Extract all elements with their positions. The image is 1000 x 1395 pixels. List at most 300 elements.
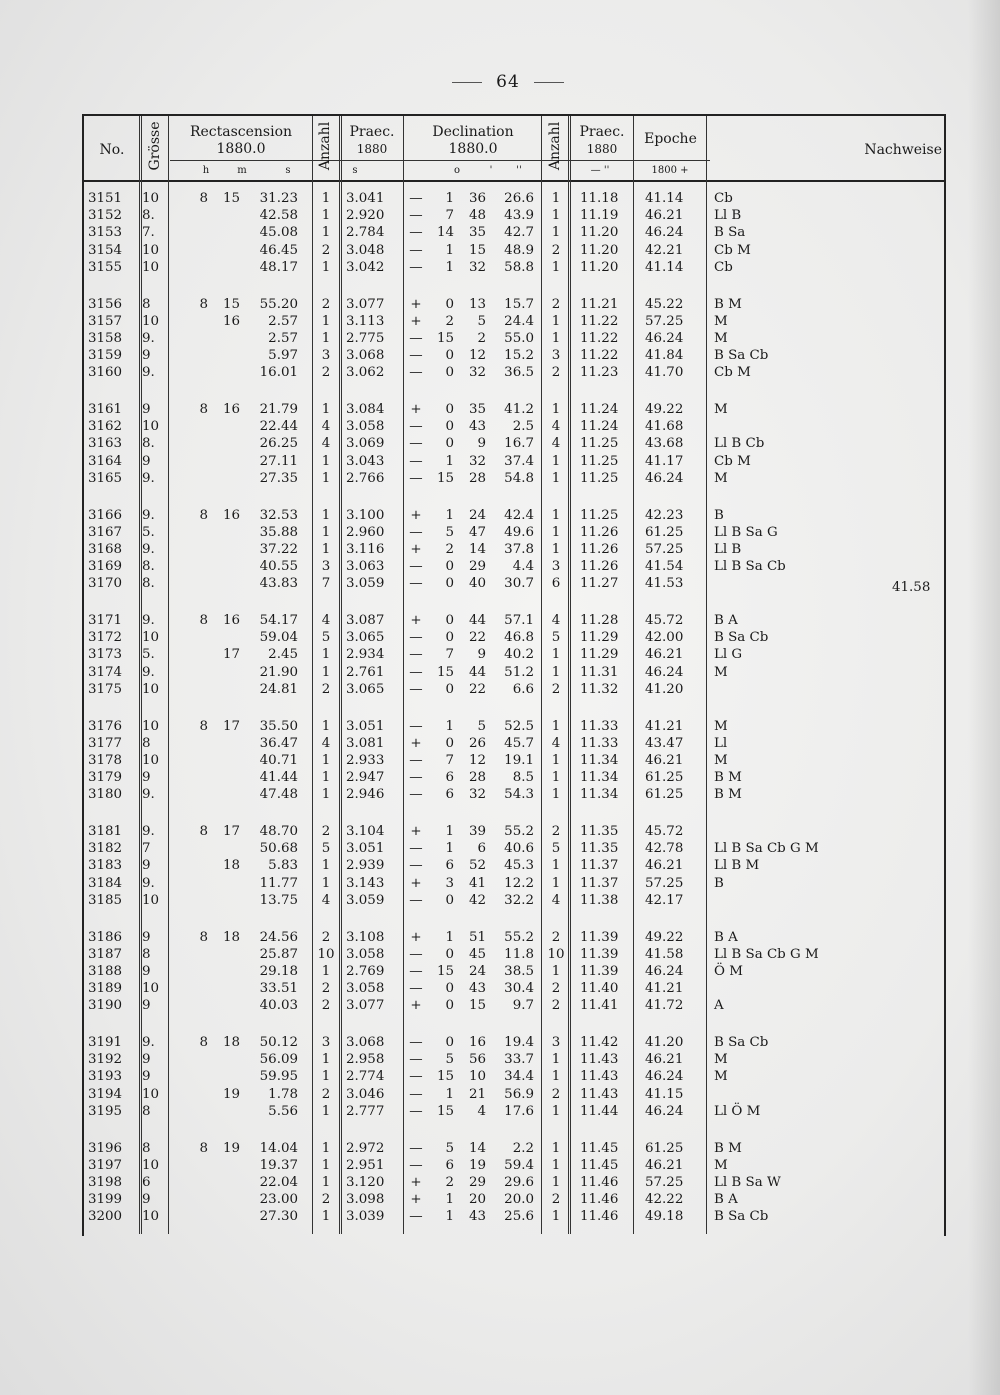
cell-groesse: 9 (142, 453, 151, 469)
cell-decl-sign: — (409, 664, 423, 680)
cell-epoche: 41.70 (645, 365, 684, 381)
cell-ra-s: 55.20 (259, 296, 298, 312)
cell-groesse: 9. (142, 365, 155, 381)
cell-praec: 3.041 (346, 191, 385, 206)
cell-decl-min: 12 (468, 752, 486, 768)
cell-decl-sec: 57.1 (504, 613, 534, 628)
cell-ra-h: 8 (199, 824, 208, 839)
cell-decl-sign: + (410, 998, 422, 1014)
cell-no: 3194 (88, 1086, 123, 1102)
cell-decl-deg: 0 (445, 576, 454, 592)
cell-no: 3184 (88, 875, 123, 891)
cell-nachweise: B M (714, 1140, 742, 1156)
cell-decl-sec: 54.8 (504, 470, 534, 486)
cell-anzahl2: 2 (551, 681, 561, 697)
cell-nachweise: B Sa (714, 225, 746, 241)
cell-decl-deg: 0 (445, 419, 454, 435)
cell-anzahl: 3 (321, 1035, 331, 1050)
cell-decl-deg: 2 (445, 541, 454, 557)
cell-epoche: 46.21 (645, 1157, 684, 1173)
cell-anzahl2: 5 (551, 630, 561, 646)
cell-epoche: 41.20 (645, 681, 684, 697)
cell-groesse: 10 (142, 259, 160, 275)
cell-decl-sec: 34.4 (504, 1069, 534, 1085)
cell-anzahl: 2 (321, 929, 331, 945)
cell-ra-s: 45.08 (259, 225, 298, 241)
cell-praec: 2.920 (346, 208, 385, 224)
cell-decl-sign: + (410, 313, 422, 329)
cell-decl-sec: 2.2 (512, 1140, 534, 1156)
cell-decl-min: 20 (468, 1192, 486, 1208)
cell-decl-deg: 15 (436, 664, 454, 680)
cell-decl-deg: 5 (445, 524, 454, 540)
cell-anzahl: 1 (321, 752, 331, 768)
cell-decl-deg: 1 (445, 507, 454, 523)
cell-praec2: 11.41 (580, 998, 619, 1014)
cell-decl-sec: 32.2 (504, 892, 534, 908)
cell-decl-deg: 0 (445, 1035, 454, 1050)
cell-praec: 3.062 (346, 365, 385, 381)
cell-anzahl2: 4 (551, 436, 561, 452)
header-nachweise-text: Nachweise (864, 142, 942, 158)
cell-decl-sign: + (410, 824, 422, 839)
cell-praec2: 11.33 (580, 718, 619, 734)
cell-epoche: 46.24 (645, 470, 684, 486)
cell-anzahl2: 1 (551, 787, 561, 803)
cell-ra-s: 56.09 (259, 1052, 298, 1068)
cell-no: 3153 (88, 225, 123, 241)
cell-epoche: 57.25 (645, 875, 684, 891)
cell-decl-sec: 9.7 (512, 998, 534, 1014)
cell-ra-s: 29.18 (259, 963, 298, 979)
cell-nachweise: B (714, 875, 724, 891)
cell-anzahl: 1 (321, 875, 331, 891)
cell-anzahl2: 1 (551, 718, 561, 734)
cell-epoche: 46.24 (645, 330, 684, 346)
cell-decl-deg: 6 (445, 787, 454, 803)
cell-epoche: 61.25 (645, 1140, 684, 1156)
header-decl-unit-sec: '' (516, 165, 522, 176)
cell-groesse: 9 (142, 963, 151, 979)
cell-decl-sign: + (410, 1174, 422, 1190)
cell-epoche: 57.25 (645, 1174, 684, 1190)
col-rule-anzahl (339, 116, 342, 1234)
cell-groesse: 8 (142, 1103, 151, 1119)
cell-decl-min: 24 (468, 507, 486, 523)
cell-epoche: 46.24 (645, 225, 684, 241)
cell-ra-s: 19.37 (259, 1157, 298, 1173)
cell-decl-min: 32 (468, 787, 486, 803)
cell-praec: 3.058 (346, 981, 385, 997)
cell-decl-sec: 2.5 (512, 419, 534, 435)
cell-ra-s: 22.04 (259, 1174, 298, 1190)
cell-anzahl2: 2 (551, 1192, 561, 1208)
cell-nachweise: B M (714, 787, 742, 803)
cell-decl-sec: 48.9 (504, 242, 534, 258)
cell-decl-deg: 15 (436, 1069, 454, 1085)
cell-decl-deg: 15 (436, 963, 454, 979)
cell-decl-sign: — (409, 647, 423, 663)
cell-praec2: 11.20 (580, 225, 619, 241)
header-praec-year: 1880 (356, 142, 388, 156)
cell-praec: 2.934 (346, 647, 385, 663)
cell-groesse: 9 (142, 998, 151, 1014)
cell-anzahl: 1 (321, 507, 331, 523)
cell-decl-sec: 6.6 (512, 681, 534, 697)
cell-praec2: 11.25 (580, 436, 619, 452)
cell-decl-min: 32 (468, 453, 486, 469)
cell-groesse: 8. (142, 436, 155, 452)
cell-decl-sec: 37.4 (504, 453, 534, 469)
cell-decl-min: 28 (468, 770, 486, 786)
cell-decl-min: 26 (468, 735, 486, 751)
cell-praec2: 11.24 (580, 419, 619, 435)
cell-decl-deg: 1 (445, 929, 454, 945)
header-unit-rule (170, 160, 710, 161)
cell-no: 3151 (88, 191, 123, 206)
cell-ra-s: 48.70 (259, 824, 298, 839)
cell-anzahl: 2 (321, 998, 331, 1014)
cell-decl-min: 32 (468, 365, 486, 381)
cell-ra-s: 27.35 (259, 470, 298, 486)
cell-decl-sign: — (409, 858, 423, 874)
cell-decl-sign: + (410, 1192, 422, 1208)
cell-anzahl: 4 (321, 613, 331, 628)
page-number (0, 72, 1000, 92)
cell-praec2: 11.35 (580, 824, 619, 839)
cell-epoche: 46.21 (645, 208, 684, 224)
cell-anzahl2: 1 (551, 647, 561, 663)
cell-decl-min: 10 (468, 1069, 486, 1085)
cell-ra-s: 24.56 (259, 929, 298, 945)
cell-ra-m: 18 (222, 929, 240, 945)
cell-decl-sign: — (409, 1069, 423, 1085)
cell-decl-sign: — (409, 1209, 423, 1225)
cell-groesse: 10 (142, 1209, 160, 1225)
cell-epoche: 49.18 (645, 1209, 684, 1225)
cell-ra-s: 47.48 (259, 787, 298, 803)
cell-decl-sign: — (409, 242, 423, 258)
cell-praec: 2.769 (346, 963, 385, 979)
cell-praec2: 11.34 (580, 770, 619, 786)
cell-anzahl: 1 (321, 1209, 331, 1225)
cell-decl-deg: 1 (445, 824, 454, 839)
cell-anzahl: 1 (321, 259, 331, 275)
cell-ra-h: 8 (199, 613, 208, 628)
cell-epoche: 41.14 (645, 259, 684, 275)
cell-decl-deg: 7 (445, 647, 454, 663)
cell-decl-min: 41 (468, 875, 486, 891)
cell-nachweise: Ll B Sa Cb G M (714, 841, 819, 857)
cell-decl-min: 5 (477, 718, 486, 734)
cell-anzahl: 2 (321, 296, 331, 312)
cell-decl-min: 22 (468, 681, 486, 697)
cell-ra-s: 16.01 (259, 365, 298, 381)
cell-decl-min: 15 (468, 998, 486, 1014)
cell-epoche: 49.22 (645, 402, 684, 417)
cell-anzahl2: 3 (551, 559, 561, 575)
col-rule-praec2 (633, 116, 634, 1234)
cell-decl-min: 21 (468, 1086, 486, 1102)
cell-epoche: 41.53 (645, 576, 684, 592)
cell-praec2: 11.34 (580, 787, 619, 803)
cell-nachweise: B M (714, 296, 742, 312)
header-declination: Declination (432, 124, 514, 140)
cell-praec: 2.972 (346, 1140, 385, 1156)
cell-anzahl: 1 (321, 787, 331, 803)
cell-decl-min: 14 (468, 541, 486, 557)
cell-praec: 2.761 (346, 664, 385, 680)
cell-decl-sign: — (409, 330, 423, 346)
cell-decl-min: 48 (468, 208, 486, 224)
cell-ra-s: 14.04 (259, 1140, 298, 1156)
cell-groesse: 8. (142, 208, 155, 224)
cell-ra-s: 35.88 (259, 524, 298, 540)
cell-decl-deg: 6 (445, 858, 454, 874)
cell-ra-s: 22.44 (259, 419, 298, 435)
cell-anzahl2: 2 (551, 824, 561, 839)
cell-praec2: 11.46 (580, 1209, 619, 1225)
cell-nachweise: B A (714, 929, 738, 945)
cell-no: 3159 (88, 348, 123, 364)
cell-groesse: 9. (142, 541, 155, 557)
cell-ra-h: 8 (199, 1140, 208, 1156)
cell-decl-min: 45 (468, 946, 486, 962)
cell-groesse: 8 (142, 1140, 151, 1156)
cell-decl-sign: + (410, 735, 422, 751)
cell-groesse: 8 (142, 946, 151, 962)
cell-praec: 2.958 (346, 1052, 385, 1068)
cell-nachweise: Cb (714, 191, 733, 206)
cell-praec2: 11.26 (580, 559, 619, 575)
cell-groesse: 8 (142, 296, 151, 312)
cell-decl-sec: 41.2 (504, 402, 534, 417)
cell-decl-sec: 15.7 (504, 296, 534, 312)
cell-decl-sign: — (409, 348, 423, 364)
cell-praec: 3.051 (346, 841, 385, 857)
cell-decl-sign: — (409, 436, 423, 452)
cell-decl-sec: 54.3 (504, 787, 534, 803)
cell-no: 3197 (88, 1157, 123, 1173)
cell-nachweise: A (714, 998, 724, 1014)
cell-anzahl: 2 (321, 242, 331, 258)
cell-praec2: 11.34 (580, 752, 619, 768)
cell-praec2: 11.27 (580, 576, 619, 592)
cell-anzahl2: 2 (551, 981, 561, 997)
cell-epoche: 46.24 (645, 664, 684, 680)
cell-praec: 3.077 (346, 998, 385, 1014)
cell-decl-deg: 0 (445, 402, 454, 417)
cell-ra-s: 24.81 (259, 681, 298, 697)
cell-no: 3152 (88, 208, 123, 224)
cell-anzahl: 1 (321, 963, 331, 979)
cell-groesse: 9. (142, 1035, 155, 1050)
cell-decl-deg: 2 (445, 313, 454, 329)
cell-ra-m: 16 (222, 313, 240, 329)
dash-right (534, 82, 564, 83)
header-ra-unit-s: s (285, 165, 291, 176)
cell-praec: 2.939 (346, 858, 385, 874)
cell-anzahl: 3 (321, 559, 331, 575)
cell-nachweise: Ll B Sa Cb (714, 559, 786, 575)
cell-decl-min: 56 (468, 1052, 486, 1068)
cell-decl-deg: 2 (445, 1174, 454, 1190)
cell-nachweise: Ll B Sa G (714, 524, 778, 540)
cell-praec: 3.087 (346, 613, 385, 628)
cell-anzahl2: 1 (551, 1140, 561, 1156)
cell-ra-s: 2.57 (268, 330, 298, 346)
cell-praec2: 11.29 (580, 630, 619, 646)
cell-praec: 2.947 (346, 770, 385, 786)
cell-decl-sign: — (409, 892, 423, 908)
cell-praec: 3.043 (346, 453, 385, 469)
cell-praec2: 11.20 (580, 242, 619, 258)
cell-decl-sign: + (410, 541, 422, 557)
cell-decl-sign: — (409, 1035, 423, 1050)
cell-epoche: 42.17 (645, 892, 684, 908)
header-ra-unit-m: m (237, 165, 247, 176)
cell-praec: 2.774 (346, 1069, 385, 1085)
cell-ra-s: 50.68 (259, 841, 298, 857)
cell-anzahl: 4 (321, 892, 331, 908)
cell-epoche: 46.24 (645, 1069, 684, 1085)
cell-praec2: 11.45 (580, 1157, 619, 1173)
cell-ra-s: 40.03 (259, 998, 298, 1014)
cell-praec2: 11.45 (580, 1140, 619, 1156)
header-decl-unit-min: ' (489, 165, 493, 176)
cell-decl-deg: 14 (436, 225, 454, 241)
cell-anzahl: 4 (321, 436, 331, 452)
cell-praec: 3.046 (346, 1086, 385, 1102)
cell-decl-deg: 1 (445, 259, 454, 275)
cell-no: 3154 (88, 242, 123, 258)
cell-no: 3160 (88, 365, 123, 381)
cell-praec: 3.084 (346, 402, 385, 417)
cell-ra-s: 21.79 (259, 402, 298, 417)
cell-decl-sec: 8.5 (512, 770, 534, 786)
cell-decl-deg: 0 (445, 735, 454, 751)
cell-decl-sec: 26.6 (504, 191, 534, 206)
cell-groesse: 7 (142, 841, 151, 857)
cell-anzahl: 3 (321, 348, 331, 364)
cell-anzahl2: 1 (551, 1209, 561, 1225)
cell-anzahl: 2 (321, 981, 331, 997)
cell-praec2: 11.35 (580, 841, 619, 857)
cell-ra-s: 42.58 (259, 208, 298, 224)
cell-decl-deg: 0 (445, 630, 454, 646)
col-rule-decl (541, 116, 542, 1234)
cell-no: 3176 (88, 718, 123, 734)
cell-decl-min: 2 (477, 330, 486, 346)
cell-groesse: 8 (142, 735, 151, 751)
cell-groesse: 10 (142, 981, 160, 997)
cell-no: 3166 (88, 507, 123, 523)
cell-decl-deg: 0 (445, 998, 454, 1014)
cell-anzahl: 7 (321, 576, 331, 592)
cell-praec2: 11.43 (580, 1052, 619, 1068)
cell-ra-s: 41.44 (259, 770, 298, 786)
cell-ra-s: 59.95 (259, 1069, 298, 1085)
cell-decl-sign: — (409, 576, 423, 592)
cell-decl-sec: 42.7 (504, 225, 534, 241)
cell-praec2: 11.19 (580, 208, 619, 224)
cell-anzahl2: 1 (551, 1174, 561, 1190)
cell-ra-m: 18 (222, 858, 240, 874)
cell-epoche: 42.23 (645, 507, 684, 523)
cell-epoche: 42.21 (645, 242, 684, 258)
cell-decl-sec: 49.6 (504, 524, 534, 540)
cell-nachweise: B Sa Cb (714, 348, 769, 364)
cell-praec: 3.104 (346, 824, 385, 839)
cell-no: 3193 (88, 1069, 123, 1085)
cell-groesse: 9 (142, 1069, 151, 1085)
cell-groesse: 9 (142, 1192, 151, 1208)
cell-ra-s: 1.78 (268, 1086, 298, 1102)
cell-decl-sign: — (409, 419, 423, 435)
page-number-text: 64 (496, 72, 520, 92)
cell-praec: 3.063 (346, 559, 385, 575)
cell-praec: 3.058 (346, 946, 385, 962)
cell-praec2: 11.29 (580, 647, 619, 663)
cell-nachweise: M (714, 664, 728, 680)
cell-decl-sec: 52.5 (504, 718, 534, 734)
cell-anzahl2: 1 (551, 1157, 561, 1173)
cell-nachweise: Ll (714, 735, 728, 751)
cell-decl-sec: 11.8 (504, 946, 534, 962)
cell-nachweise: B A (714, 613, 738, 628)
cell-no: 3164 (88, 453, 123, 469)
cell-praec: 3.098 (346, 1192, 385, 1208)
cell-epoche: 41.15 (645, 1086, 684, 1102)
cell-groesse: 10 (142, 242, 160, 258)
cell-decl-sec: 43.9 (504, 208, 534, 224)
cell-nachweise: M (714, 1052, 728, 1068)
cell-epoche: 43.47 (645, 735, 684, 751)
cell-decl-deg: 5 (445, 1140, 454, 1156)
cell-decl-sign: + (410, 402, 422, 417)
cell-decl-deg: 0 (445, 981, 454, 997)
cell-decl-deg: 0 (445, 365, 454, 381)
cell-decl-deg: 5 (445, 1052, 454, 1068)
cell-groesse: 10 (142, 718, 160, 734)
cell-decl-min: 5 (477, 313, 486, 329)
cell-no: 3158 (88, 330, 123, 346)
cell-ra-s: 36.47 (259, 735, 298, 751)
cell-anzahl2: 1 (551, 313, 561, 329)
cell-decl-min: 16 (468, 1035, 486, 1050)
cell-decl-sign: + (410, 929, 422, 945)
cell-ra-m: 17 (222, 647, 240, 663)
cell-groesse: 9. (142, 824, 155, 839)
cell-decl-sign: — (409, 470, 423, 486)
cell-decl-sec: 55.0 (504, 330, 534, 346)
cell-no: 3196 (88, 1140, 123, 1156)
cell-praec: 3.120 (346, 1174, 385, 1190)
cell-praec: 2.777 (346, 1103, 385, 1119)
cell-ra-s: 25.87 (259, 946, 298, 962)
cell-ra-s: 11.77 (259, 875, 298, 891)
cell-praec: 3.039 (346, 1209, 385, 1225)
cell-decl-sec: 17.6 (504, 1103, 534, 1119)
cell-decl-deg: 1 (445, 191, 454, 206)
cell-epoche: 61.25 (645, 787, 684, 803)
cell-decl-sec: 4.4 (512, 559, 534, 575)
cell-praec: 3.077 (346, 296, 385, 312)
header-decl-unit-deg: o (453, 165, 461, 176)
cell-epoche: 45.72 (645, 613, 684, 628)
cell-epoche: 41.20 (645, 1035, 684, 1050)
cell-anzahl: 1 (321, 1157, 331, 1173)
